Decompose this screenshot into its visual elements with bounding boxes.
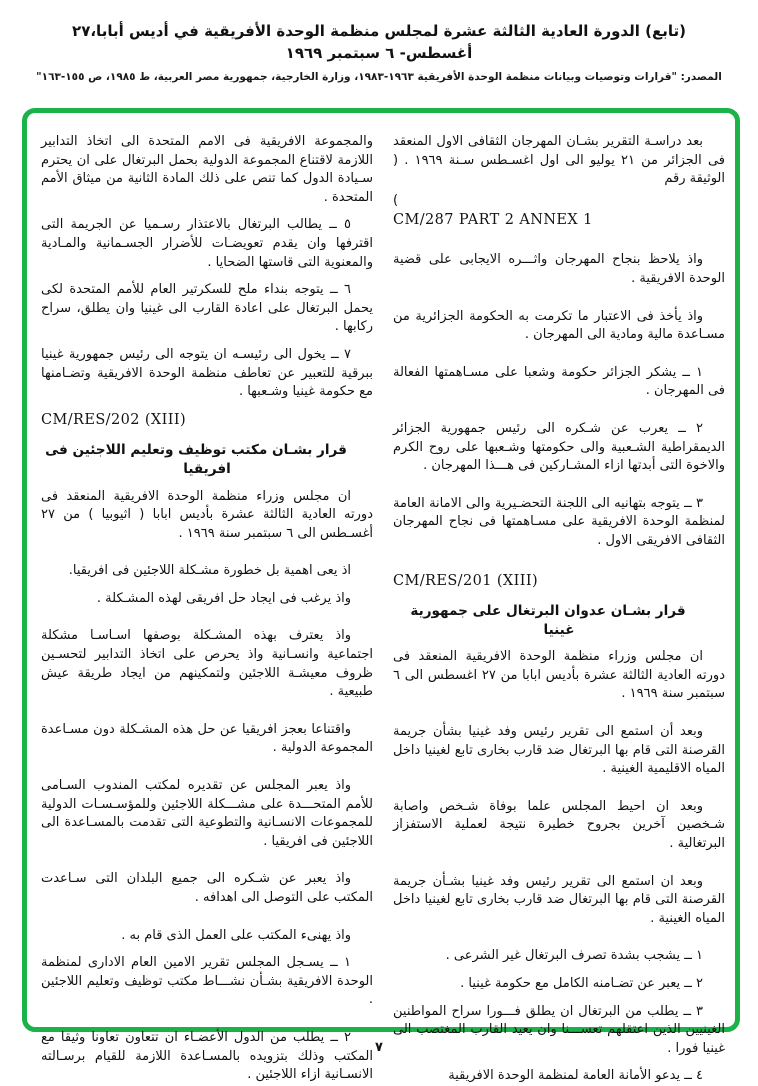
right-column: [393, 133, 725, 1084]
resolution-paragraph: واذ يرغب فى ايجاد حل افريقى لهذه المشـكلة .: [96, 590, 351, 606]
document-number-cm287: CM/287 PART 2 ANNEX 1: [393, 211, 593, 228]
page-header: [0, 20, 758, 83]
resolution-paragraph: واذ يأخذ فى الاعتبار ما تكرمت به الحكومة الجزائرية من مسـاعدة مالية ومادية الى المهرجان .: [393, 308, 725, 343]
numbered-clause: ٦ ــ يتوجه بنداء ملح للسكرتير العام للأمم المتحدة لكى يحمل البرتغال على اعادة القارب الى غينيا وان يطلق، سراح ركابها .: [41, 282, 373, 335]
session-title: (تابع) الدورة العادية الثالثة عشرة لمجلس منظمة الوحدة الأفريقية في أديس أبابا،٢٧ أغسطس- ٦ سبتمبر ١٩٦٩: [72, 22, 686, 62]
page-number: ٧: [375, 1040, 383, 1055]
resolution-paragraph: ان مجلس وزراء منظمة الوحدة الافريقية المنعقد فى دورته العادية الثالثة عشرة بأديس ابابا من ٢٧ اغسطس الى ٦ سبتمبر سنة ١٩٦٩ .: [393, 649, 725, 702]
resolution-paragraph: واقتناعا بعجز افريقيا عن حل هذه المشـكلة دون مسـاعدة المجموعة الدولية .: [41, 721, 373, 756]
document-number-res201: CM/RES/201 (XIII): [393, 572, 539, 589]
resolution-title-guinea: قرار بشـان عدوان البرتغال على جمهورية غينيا: [410, 603, 686, 638]
resolution-paragraph: واذ يعترف بهذه المشـكلة بوصفها اسـاسـا مشكلة اجتماعية وانسـانية واذ يحرص على اتخاذ التدابير لتحسـين ظروف معيشـة اللاجئين ولتمكينهم من ايجاد طريقة عيش طبيعية .: [41, 628, 373, 700]
closing-paren-line: [393, 194, 725, 209]
resolution-paragraph: بعد دراسـة التقرير بشـان المهرجان الثقافى الاول المنعقد فى الجزائر من ٢١ يوليو الى اول اغسـطس سـنة ١٩٦٩ . ( الوثيقة رقم: [393, 134, 725, 187]
numbered-clause: ٣ ــ يتوجه بتهانيه الى اللجنة التحضـيرية والى الامانة العامة لمنظمة الوحدة الافريقية على مسـاهمتها فى نجاح المهرجان الثقافى الافريقى الاول .: [393, 495, 725, 548]
resolution-paragraph: والمجموعة الافريقية فى الامم المتحدة الى اتخاذ التدابير اللازمة لاقتناع المجموعة الدولية بحمل البرتغال على ان يحترم سـيادة الدول كما تنص على ذلك المادة الثانية من ميثاق الأمم المتحدة .: [41, 134, 373, 205]
resolution-paragraph: واذ يعبر المجلس عن تقديره لمكتب المندوب السـامى للأمم المتحـــدة على مشـــكلة اللاجئين وللمؤسـسـات الدولية للمجموعات الانسـانية والتطوعية التى تقدمت بالمسـاعدة الى اللاجئين فى افريقيا .: [41, 778, 373, 849]
numbered-clause: ٣ ــ يطلب من البرتغال ان يطلق فـــورا سراح المواطنين الغينيين الذين اعتقلهم تعســـنا وان يعيد القارب المغتصب الى غينيا فورا .: [393, 1003, 725, 1056]
numbered-clause: ٢ ــ يعرب عن شـكره الى رئيس جمهورية الجزائر الديمقراطية الشـعبية والى حكومتها وشـعبها على روح الكرم والاخوة التى أبدتها ازاء المشـاركين فى هـــذا المهرجان .: [393, 420, 725, 474]
resolution-title-refugees: قرار بشـان مكتب توظيف وتعليم اللاجئين فى افريقيا: [45, 442, 347, 477]
green-border-frame: [22, 108, 740, 1084]
numbered-clause: ١ ــ يشكر الجزائر حكومة وشعبا على مسـاهمتها الفعالة فى المهرجان .: [393, 364, 725, 399]
two-column-body: [27, 113, 735, 1084]
numbered-clause: ٢ ــ يطلب من الدول الأعضـاء ان تتعاون تعاونا وثيقا مع المكتب وذلك بتزويده بالمسـاعدة اللازمة للقيام برسـالته الانسـانية ازاء اللاجئين .: [41, 1029, 373, 1083]
source-citation: المصدر: "قرارات وتوصيات وبيانات منظمة الوحدة الأفريقية ١٩٦٣-١٩٨٣، وزارة الخارجية، جمهورية مصر العربية، ط ١٩٨٥، ص ١٥٥-١٦٣": [36, 71, 722, 83]
numbered-clause: ٢ ــ يعبر عن تضـامنه الكامل مع حكومة غينيا .: [460, 976, 703, 991]
resolution-paragraph: اذ يعى اهمية بل خطورة مشـكلة اللاجئين فى افريقيا.: [68, 563, 351, 579]
resolution-paragraph: واذ يهنىء المكتب على العمل الذى قام به .: [121, 927, 351, 943]
left-column: [41, 133, 373, 1083]
closing-paren: (: [393, 192, 399, 208]
resolution-paragraph: وبعد ان استمع الى تقرير رئيس وفد غينيا بشـأن جريمة القرصنة التى قام بها البرتغال ضد قارب بخارى تابع لغينيا داخل المياه الغينية .: [393, 873, 725, 926]
numbered-clause: ١ ــ يسـجل المجلس تقرير الامين العام الادارى لمنظمة الوحدة الافريقية بشـأن نشـــاط مكتب توظيف وتعليم اللاجئين .: [41, 955, 373, 1008]
numbered-clause: ٥ ــ يطالب البرتغال بالاعتذار رسـميا عن الجريمة التى اقترفها وان يقدم تعويضـات للأضرار الجسـمانية والمـادية والمعنوية التى قاستها الضحايا .: [41, 217, 373, 270]
numbered-clause: ٧ ــ يخول الى رئيسـه ان يتوجه الى رئيس جمهورية غينيا ببرقية للتعبير عن تعاطف منظمة الوحدة الافريقية وتضـامنها مع حكومة غينيا وشـعبها .: [41, 346, 373, 400]
numbered-clause: ٤ ــ يدعو الأمانة العامة لمنظمة الوحدة الافريقية: [448, 1068, 703, 1084]
resolution-paragraph: وبعد ان احيط المجلس علما بوفاة شـخص واصابة شـخصين آخرين بجروح خطيرة نتيجة لعملية الاستفزاز البرتغالية .: [393, 798, 725, 852]
resolution-paragraph: واذ يعبر عن شـكره الى جميع البلدان التى سـاعدت المكتب على التوصل الى اهدافه .: [41, 871, 373, 905]
resolution-paragraph: واذ يلاحظ بنجاح المهرجان واثـــره الايجابى على قضية الوحدة الافريقية .: [393, 252, 725, 286]
resolution-paragraph: ان مجلس وزراء منظمة الوحدة الافريقية المنعقد فى دورته العادية الثالثة عشرة بأديس ابابا ( اثيوبيا ) من ٢٧ أغسـطس الى ٦ سبتمبر سنة ١٩٦٩ .: [41, 488, 373, 541]
resolution-paragraph: وبعد أن استمع الى تقرير رئيس وفد غينيا بشأن جريمة القرصنة التى قام بها البرتغال ضد قارب بخارى تابع لغينيا داخل المياه الاقليمية الغينية .: [393, 724, 725, 777]
document-number-res202: CM/RES/202 (XIII): [41, 411, 187, 428]
numbered-clause: ١ ــ يشجب بشدة تصرف البرتغال غير الشرعى .: [445, 948, 703, 964]
